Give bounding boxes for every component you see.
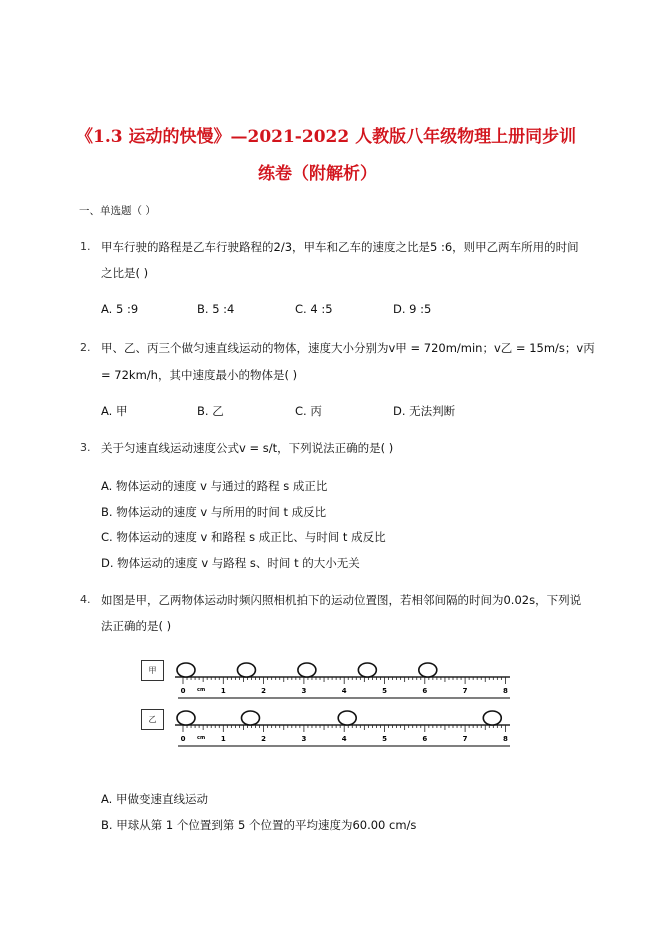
- q2-option-b[interactable]: B. 乙: [197, 404, 224, 418]
- q3-line-1: 关于匀速直线运动速度公式v = s/t，下列说法正确的是( ): [101, 441, 394, 455]
- q1-option-a[interactable]: A. 5 :9: [101, 302, 139, 316]
- q1-number: 1.: [80, 240, 91, 253]
- yi-ball: [483, 711, 501, 725]
- q3-option-d[interactable]: D. 物体运动的速度 v 与路程 s、时间 t 的大小无关: [101, 556, 360, 570]
- q2-option-a[interactable]: A. 甲: [101, 404, 128, 418]
- q1-option-b[interactable]: B. 5 :4: [197, 302, 235, 316]
- yi-tick-label: 6: [422, 735, 428, 743]
- jia-ball: [358, 663, 376, 677]
- jia-tick-label: 4: [341, 687, 347, 695]
- jia-ball: [419, 663, 437, 677]
- jia-tick-label: 0: [180, 687, 186, 695]
- jia-tick-label: 2: [261, 687, 267, 695]
- q4-number: 4.: [80, 593, 91, 606]
- yi-tick-label: 4: [341, 735, 347, 743]
- yi-ball: [241, 711, 259, 725]
- yi-tick-label: 8: [502, 735, 508, 743]
- jia-tick-label: 5: [382, 687, 387, 695]
- q2-line-1: 甲、乙、丙三个做匀速直线运动的物体，速度大小分别为v甲 = 720m/min；v乙 = 15m/s；v丙: [101, 341, 595, 355]
- q4-option-a[interactable]: A. 甲做变速直线运动: [101, 792, 208, 806]
- jia-ball: [298, 663, 316, 677]
- q4-line-1: 如图是甲，乙两物体运动时频闪照相机拍下的运动位置图，若相邻间隔的时间为0.02s，下列说: [101, 593, 582, 607]
- q1-line-2: 之比是( ): [101, 266, 149, 280]
- yi-label-box: 乙: [141, 709, 164, 730]
- yi-ball: [177, 711, 195, 725]
- q4-option-b[interactable]: B. 甲球从第 1 个位置到第 5 个位置的平均速度为60.00 cm/s: [101, 818, 417, 832]
- jia-tick-label: 1: [220, 687, 226, 695]
- q2-option-c[interactable]: C. 丙: [295, 404, 322, 418]
- jia-tick-label: 3: [301, 687, 307, 695]
- jia-tick-label: 8: [502, 687, 508, 695]
- yi-tick-label: 5: [382, 735, 387, 743]
- q4-line-2: 法正确的是( ): [101, 619, 172, 633]
- jia-ball: [177, 663, 195, 677]
- q1-line-1: 甲车行驶的路程是乙车行驶路程的2/3，甲车和乙车的速度之比是5 :6，则甲乙两车所用的时间: [101, 240, 579, 254]
- title-line-1: 《1.3 运动的快慢》—2021-2022 人教版八年级物理上册同步训: [76, 127, 577, 147]
- title-line-2: 练卷（附解析）: [258, 164, 377, 184]
- jia-ball: [237, 663, 255, 677]
- yi-tick-label: 1: [220, 735, 226, 743]
- q1-option-c[interactable]: C. 4 :5: [295, 302, 333, 316]
- q2-option-d[interactable]: D. 无法判断: [393, 404, 456, 418]
- q3-option-a[interactable]: A. 物体运动的速度 v 与通过的路程 s 成正比: [101, 479, 328, 493]
- yi-ball: [338, 711, 356, 725]
- yi-unit-label: cm: [197, 735, 206, 741]
- motion-ruler-figure: [170, 650, 520, 750]
- q2-line-2: = 72km/h，其中速度最小的物体是( ): [101, 368, 298, 382]
- jia-label-box: 甲: [141, 660, 164, 681]
- yi-tick-label: 2: [261, 735, 267, 743]
- jia-tick-label: 7: [462, 687, 468, 695]
- yi-tick-label: 0: [180, 735, 186, 743]
- q3-option-c[interactable]: C. 物体运动的速度 v 和路程 s 成正比、与时间 t 成反比: [101, 530, 386, 544]
- jia-tick-label: 6: [422, 687, 428, 695]
- q3-number: 3.: [80, 441, 91, 454]
- jia-unit-label: cm: [197, 687, 206, 693]
- q1-option-d[interactable]: D. 9 :5: [393, 302, 432, 316]
- q3-option-b[interactable]: B. 物体运动的速度 v 与所用的时间 t 成反比: [101, 505, 327, 519]
- yi-tick-label: 7: [462, 735, 468, 743]
- section-heading: 一、单选题（ ）: [79, 205, 156, 217]
- yi-tick-label: 3: [301, 735, 307, 743]
- q2-number: 2.: [80, 341, 91, 354]
